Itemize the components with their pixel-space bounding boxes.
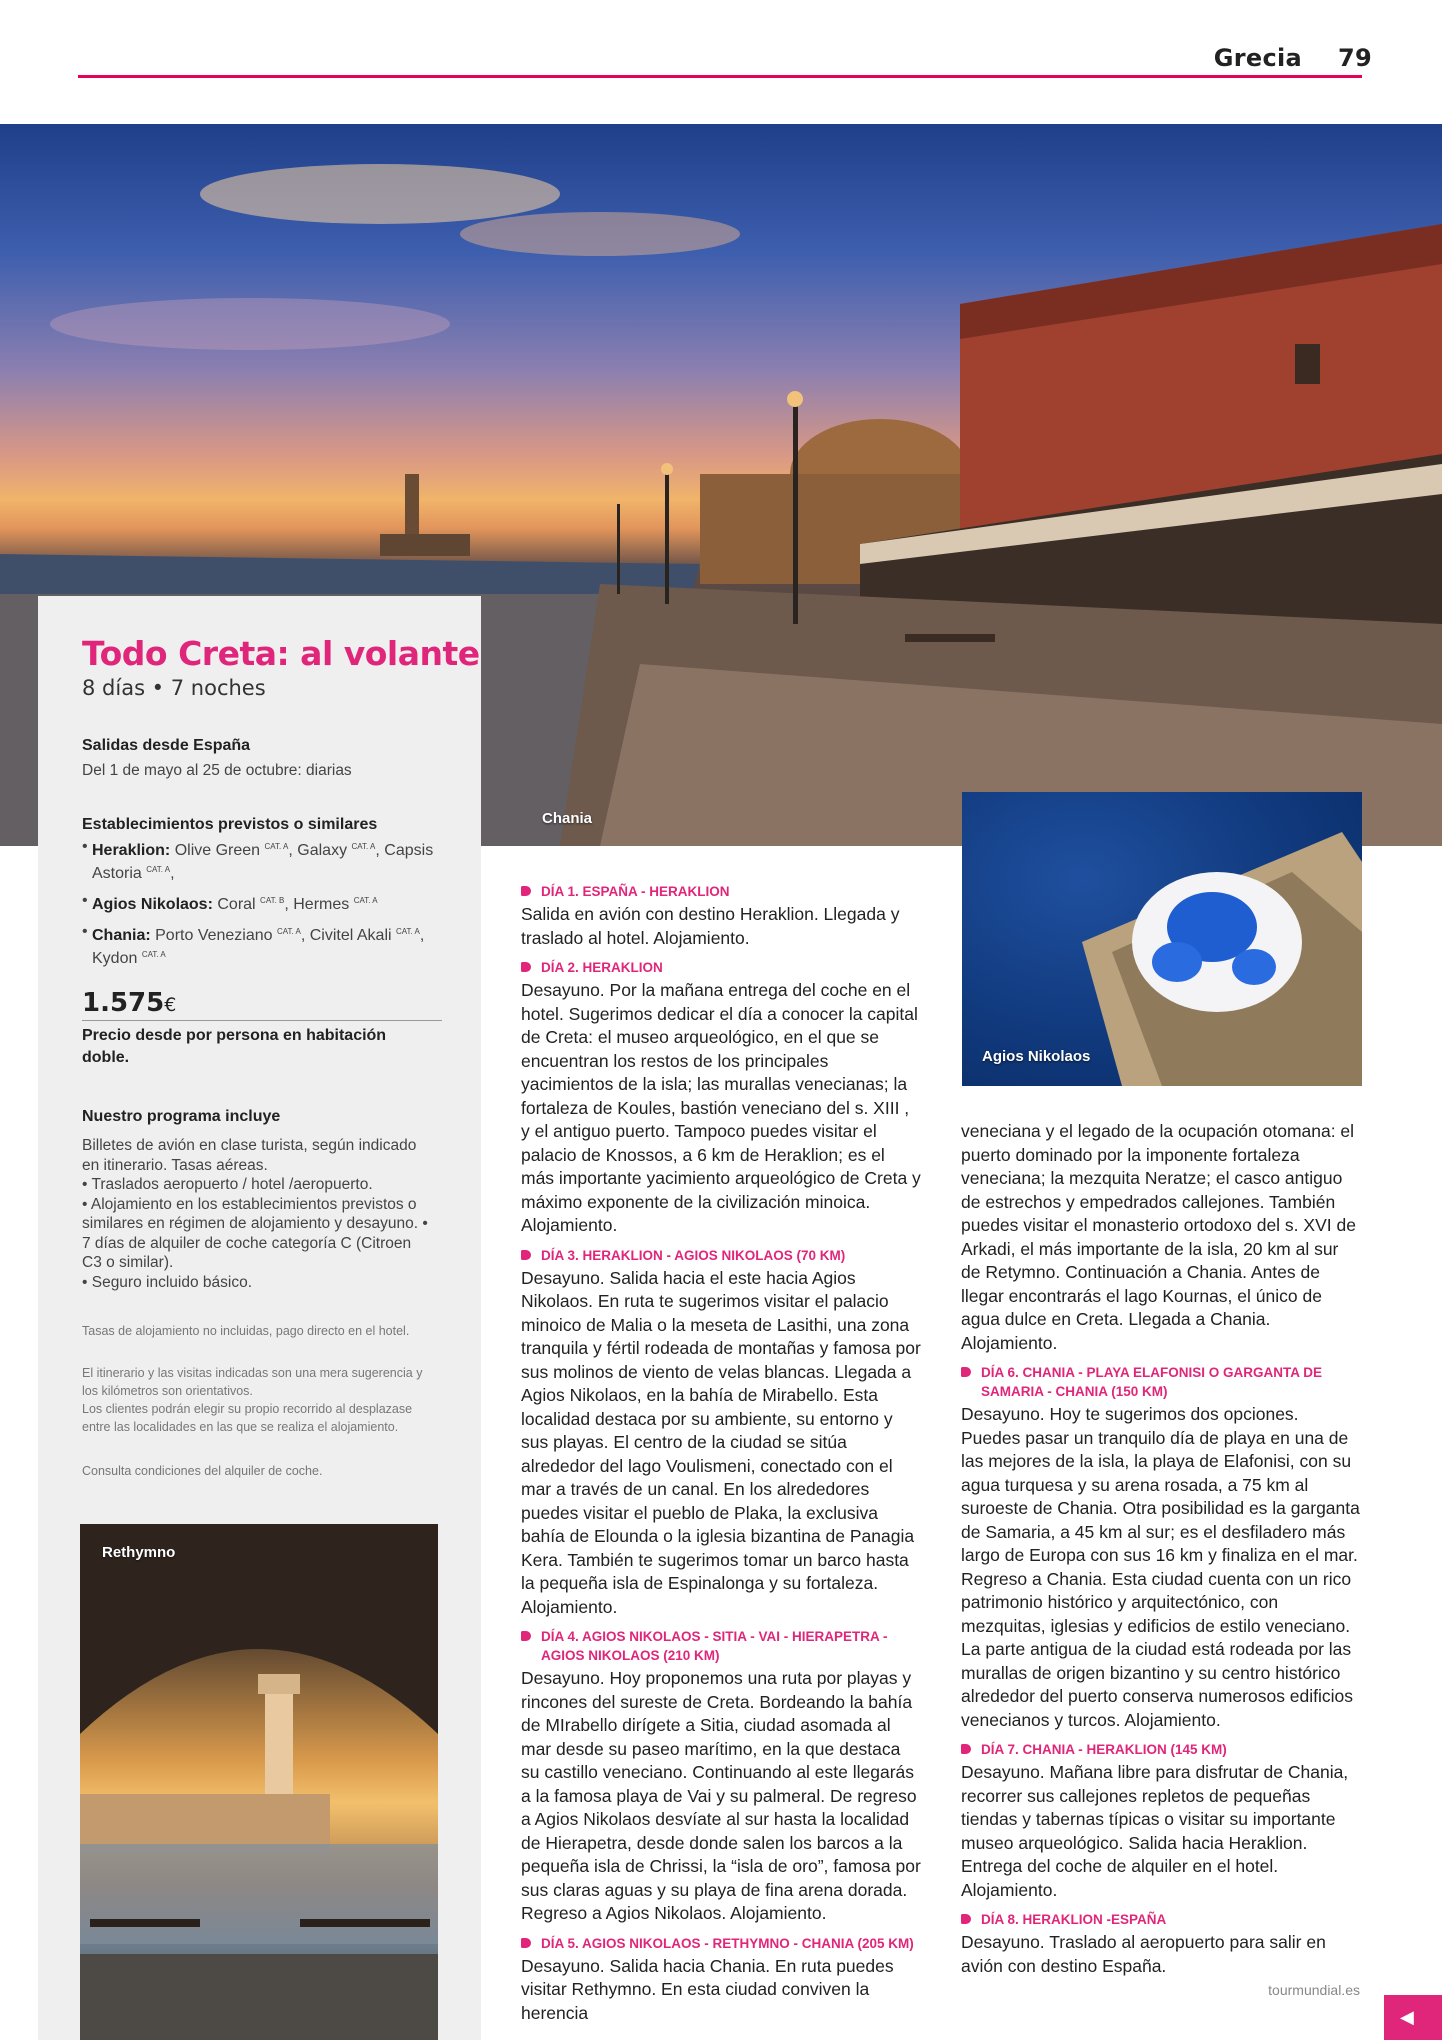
day-text: Desayuno. Salida hacia Chania. En ruta puedes visitar Rethymno. En esta ciudad conviven la herencia (521, 1955, 894, 2023)
share-corner-tab[interactable] (1384, 1995, 1442, 2040)
photo-caption-agios-nikolaos: Agios Nikolaos (982, 1048, 1091, 1065)
hotel-name: Galaxy (297, 842, 348, 859)
includes-item: • Seguro incluido básico. (82, 1273, 253, 1291)
price-note: Precio desde por persona en habitación doble. (82, 1027, 387, 1066)
hotel-name: Civitel Akali (309, 927, 392, 944)
separator: , (170, 865, 175, 882)
hotels-heading: Establecimientos previstos o similares (82, 816, 378, 833)
day-text: Desayuno. Por la mañana entrega del coche en el hotel. Sugerimos dedicar el día a conocer la capital de Creta: el museo arqueológico, en el que se encuentran los restos de los principales yacimientos de la isla; las murallas venecianas; la fortaleza de Koules, bastión veneciano del s. XIII , y el antiguo puerto. Tampoco puedes visitar el palacio de Knossos, a 6 km de Heraklion; es el más importante yacimiento arqueológico de Creta y máximo exponente de la civilización minoica. Alojamiento. (521, 980, 921, 1235)
section-title: Grecia (1213, 44, 1302, 72)
hotel-name: Coral (217, 896, 256, 913)
separator: , (284, 896, 294, 913)
hotels-list (82, 837, 442, 976)
hotel-name: Porto Veneziano (155, 927, 273, 944)
day-text: Salida en avión con destino Heraklion. Llegada y traslado al hotel. Alojamiento. (521, 904, 900, 948)
includes-heading: Nuestro programa incluye (82, 1108, 281, 1125)
page-number: 79 (1338, 44, 1372, 72)
hotel-category: CAT. A (146, 865, 171, 874)
header-rule (78, 75, 1362, 78)
day-text: Desayuno. Mañana libre para disfrutar de Chania, recorrer sus callejones repletos de pequeñas tiendas y tabernas típicas o visitar su importante museo arqueológico. Salida hacia Heraklion. Entrega del coche de alquiler en el hotel. Alojamiento. (961, 1762, 1349, 1900)
hotel-category: CAT. A (351, 842, 376, 851)
hotel-city: Heraklion: (92, 842, 171, 859)
day-text: Desayuno. Hoy te sugerimos dos opciones. Puedes pasar un tranquilo día de playa en una de las mejores de la isla, la playa de Elafonisi, con su agua turquesa y su arena rosada, a 75 km al suroeste de Chania. Otra posibilidad es la garganta de Samaria, a 45 km al sur; es el desfiladero más largo de Europa con sus 16 km y finaliza en el mar. Regreso a Chania. Esta ciudad cuenta con un rico patrimonio histórico y arquitectónico, con mezquitas, iglesias y edificios de estilo veneciano. La parte antigua de la ciudad está rodeada por las murallas de origen bizantino y su centro histórico alrededor del puerto conserva numerosos edificios venecianos y turcos. Alojamiento. (961, 1404, 1360, 1730)
departures-text: Del 1 de mayo al 25 de octubre: diarias (82, 762, 352, 779)
includes-item: • Traslados aeropuerto / hotel /aeropuerto. (82, 1176, 373, 1193)
photo-agios-nikolaos (962, 792, 1362, 1086)
photo-caption-rethymno: Rethymno (102, 1544, 176, 1561)
fine-print-route: Los clientes podrán elegir su propio recorrido al desplazase entre las localidades en las que se realiza el alojamiento. (82, 1402, 413, 1434)
separator: , (419, 927, 425, 944)
trip-title: Todo Creta: al volante (82, 634, 480, 673)
hotel-category: CAT. A (277, 927, 301, 936)
day-text: veneciana y el legado de la ocupación otomana: el puerto dominado por la imponente fortaleza veneciana; la mezquita Neratze; el casco antiguo de estrechos y empedrados callejones. También puedes visitar el monasterio ortodoxo del s. XVI de Arkadi, el más importante de la isla, 20 km al sur de Retymno. Continuación a Chania. Antes de llegar encontrarás el lago Kournas, el único de agua dulce en Creta. Llegada a Chania. Alojamiento. (961, 1121, 1356, 1353)
itinerary-column-2 (961, 1120, 1361, 1978)
day-text: Desayuno. Salida hacia el este hacia Agios Nikolaos. En ruta te sugerimos visitar el palacio minoico de Malia o la meseta de Lasithi, una zona tranquila y fértil rodeada de montañas y famosa por sus molinos de viento de velas blancas. Llegada a Agios Nikolaos, en la bahía de Mirabello. Esta localidad destaca por su ambiente, su entorno y sus playas. El centro de la ciudad se sitúa alrededor del lago Voulismeni, conectado con el mar a través de un canal. En los alrededores puedes visitar el pueblo de Plaka, la exclusiva bahía de Elounda o la iglesia bizantina de Panagia Kera. También te sugerimos tomar un barco hasta la pequeña isla de Espinalonga y su fortaleza. Alojamiento. (521, 1267, 921, 1617)
day-heading: DÍA 1. ESPAÑA - HERAKLION (521, 882, 921, 901)
megaphone-icon: ◀ (1400, 2007, 1414, 2027)
separator: , (300, 927, 310, 944)
departures-heading: Salidas desde España (82, 737, 251, 754)
day-text: Desayuno. Hoy proponemos una ruta por playas y rincones del sureste de Creta. Bordeando la bahía de MIrabello dirígete a Sitia, ciudad asomada al mar desde su paseo marítimo, en la que destaca su castillo veneciano. Continuando al este llegarás a la famosa playa de Vai y su palmeral. De regreso a Agios Nikolaos desvíate al sur hasta la localidad de Hierapetra, desde donde salen los barcos a la pequeña isla de Chrissi, la “isla de oro”, famosa por sus claras aguas y su playa de fina arena dorada. Regreso a Agios Nikolaos. Alojamiento. (521, 1668, 921, 1923)
separator: , (375, 842, 385, 859)
day-heading: DÍA 5. AGIOS NIKOLAOS - RETHYMNO - CHANIA (205 KM) (521, 1934, 921, 1953)
hotel-name: Olive Green (174, 842, 261, 859)
hotel-city-item (82, 922, 442, 968)
day-heading: DÍA 4. AGIOS NIKOLAOS - SITIA - VAI - HIERAPETRA - AGIOS NIKOLAOS (210 KM) (521, 1627, 921, 1665)
day-heading: DÍA 7. CHANIA - HERAKLION (145 KM) (961, 1740, 1361, 1759)
includes-intro: Billetes de avión en clase turista, según indicado en itinerario. Tasas aéreas. (82, 1137, 417, 1174)
separator: , (288, 842, 298, 859)
photo-rethymno (80, 1524, 438, 2040)
footer-url[interactable]: tourmundial.es (1268, 1982, 1360, 1998)
hotel-name: Kydon (92, 950, 138, 967)
hotel-category: CAT. A (353, 896, 378, 905)
hotel-city: Agios Nikolaos: (92, 896, 213, 913)
price-value: 1.575 (82, 988, 165, 1018)
hotel-category: CAT. A (264, 842, 289, 851)
hotel-name: Hermes (293, 896, 350, 913)
day-heading: DÍA 2. HERAKLION (521, 958, 921, 977)
day-heading: DÍA 3. HERAKLION - AGIOS NIKOLAOS (70 KM) (521, 1246, 921, 1265)
day-heading: DÍA 8. HERAKLION -ESPAÑA (961, 1910, 1361, 1929)
trip-duration: 8 días • 7 noches (82, 676, 266, 700)
includes-item: • Alojamiento en los establecimientos previstos o similares en régimen de alojamiento y desayuno. • 7 días de alquiler de coche categoría C (Citroen C3 o similar). (82, 1195, 428, 1271)
photo-caption-chania: Chania (542, 810, 593, 827)
hotel-city-item (82, 837, 442, 883)
day-heading: DÍA 6. CHANIA - PLAYA ELAFONISI O GARGANTA DE SAMARIA - CHANIA (150 KM) (961, 1363, 1361, 1401)
fine-print-taxes: Tasas de alojamiento no incluidas, pago directo en el hotel. (82, 1324, 410, 1338)
includes-text (82, 1136, 432, 1292)
hotel-city-item (82, 891, 442, 914)
fine-print-car: Consulta condiciones del alquiler de coche. (82, 1464, 323, 1478)
hotel-name: Capsis Astoria (92, 842, 434, 882)
price-divider (82, 1020, 442, 1021)
day-text: Desayuno. Traslado al aeropuerto para salir en avión con destino España. (961, 1932, 1326, 1976)
fine-print-itinerary: El itinerario y las visitas indicadas son una mera sugerencia y los kilómetros son orientativos. (82, 1366, 423, 1398)
itinerary-column-1 (521, 882, 921, 2025)
price-currency: € (164, 994, 177, 1016)
hotel-category: CAT. A (141, 950, 166, 959)
page-header (1214, 44, 1372, 72)
hotel-city: Chania: (92, 927, 151, 944)
hotel-category: CAT. B (260, 896, 285, 905)
price (82, 988, 176, 1018)
hotel-category: CAT. A (396, 927, 420, 936)
